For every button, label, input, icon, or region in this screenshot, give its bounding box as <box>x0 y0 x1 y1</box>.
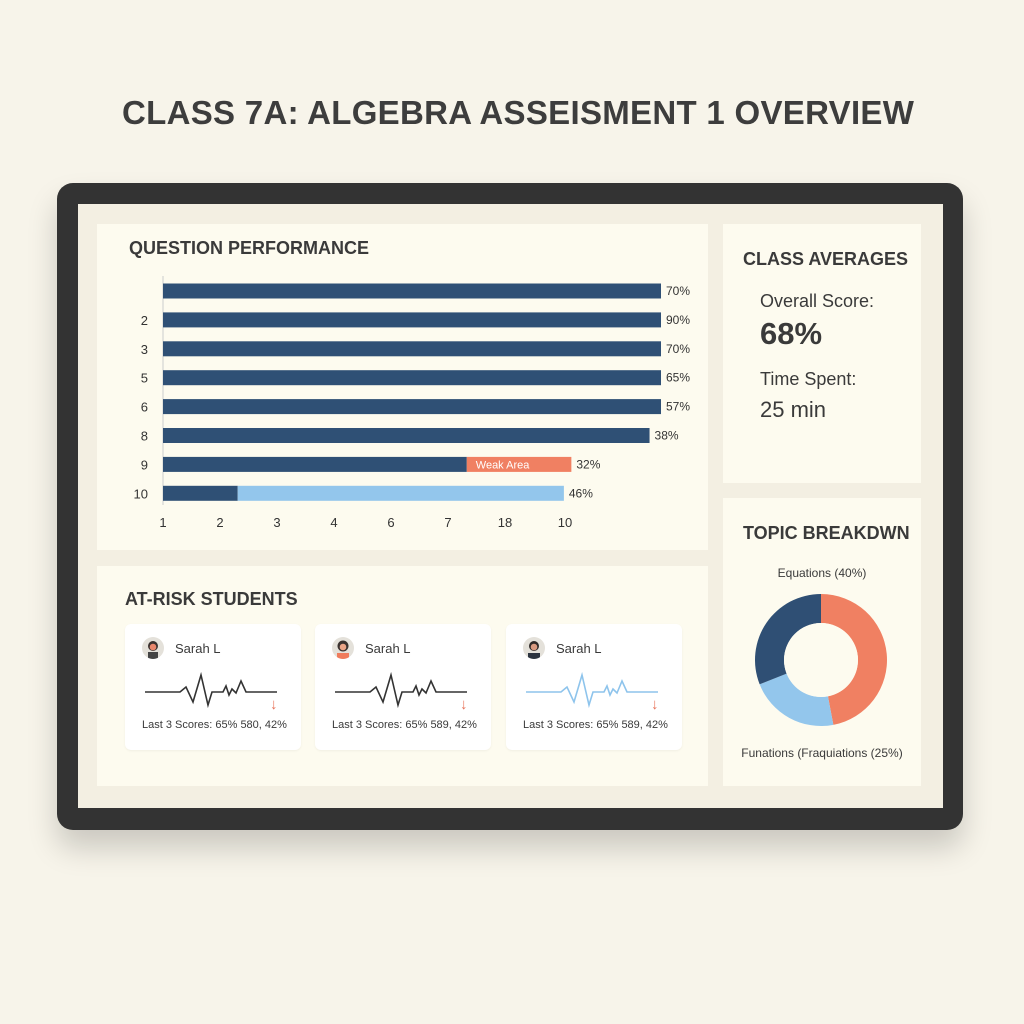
donut-hole <box>784 623 858 697</box>
bar <box>163 312 661 327</box>
x-tick-label: 6 <box>387 515 395 530</box>
value-label: 70% <box>666 284 691 298</box>
bar-segment <box>163 457 467 472</box>
student-name: Sarah L <box>365 641 411 656</box>
x-tick-label: 1 <box>159 515 167 530</box>
overall-score-label: Overall Score: <box>760 291 875 311</box>
value-label: 32% <box>576 457 601 472</box>
weak-area-label: Weak Area <box>475 459 530 472</box>
down-arrow-icon: ↓ <box>651 696 659 713</box>
score-trend-sparkline <box>125 624 301 750</box>
category-label: 10 <box>133 486 148 502</box>
x-tick-label: 10 <box>557 515 573 530</box>
student-scores: Last 3 Scores: 65% 580, 42% <box>142 719 287 731</box>
x-tick-label: 18 <box>497 515 513 530</box>
value-label: 57% <box>666 399 691 414</box>
bar-segment <box>238 486 564 501</box>
student-scores: Last 3 Scores: 65% 589, 42% <box>523 719 668 731</box>
bar-segment <box>163 486 238 501</box>
donut-label-bottom: Funations (Fraquiations (25%) <box>741 746 903 760</box>
page-title: CLASS 7A: ALGEBRA ASSEISMENT 1 OVERVIEW <box>122 94 915 131</box>
student-name: Sarah L <box>175 641 221 656</box>
category-label: 6 <box>140 399 148 415</box>
x-tick-label: 3 <box>273 515 281 530</box>
score-trend-sparkline <box>315 624 491 750</box>
value-label: 46% <box>568 486 593 501</box>
value-label: 90% <box>666 312 691 327</box>
category-label: 5 <box>140 370 148 386</box>
category-label: 8 <box>140 428 148 444</box>
overall-score-value: 68% <box>760 316 823 351</box>
bar <box>163 428 650 443</box>
x-tick-label: 2 <box>216 515 224 530</box>
bar <box>163 341 661 356</box>
x-tick-label: 4 <box>330 515 338 530</box>
panel-heading: AT-RISK STUDENTS <box>125 589 298 609</box>
value-label: 65% <box>666 370 691 385</box>
student-name: Sarah L <box>556 641 602 656</box>
time-spent-value: 25 min <box>760 397 827 422</box>
student-card[interactable] <box>506 624 682 750</box>
score-trend-sparkline <box>506 624 682 750</box>
category-label: 9 <box>140 457 148 473</box>
bar <box>163 284 661 299</box>
category-label: 3 <box>140 341 148 357</box>
student-scores: Last 3 Scores: 65% 589, 42% <box>332 719 477 731</box>
time-spent-label: Time Spent: <box>760 369 857 389</box>
bar <box>163 399 661 414</box>
bar <box>163 370 661 385</box>
down-arrow-icon: ↓ <box>270 696 278 713</box>
value-label: 38% <box>654 428 679 443</box>
student-card[interactable] <box>125 624 301 750</box>
category-label: 2 <box>140 312 148 328</box>
donut-label-top: Equations (40%) <box>777 566 867 580</box>
down-arrow-icon: ↓ <box>460 696 468 713</box>
x-tick-label: 7 <box>444 515 452 530</box>
panel-heading: QUESTION PERFORMANCE <box>129 238 370 258</box>
panel-heading: CLASS AVERAGES <box>743 249 909 269</box>
panel-heading: TOPIC BREAKDWN <box>743 523 910 543</box>
student-card[interactable] <box>315 624 491 750</box>
value-label: 70% <box>666 341 691 356</box>
